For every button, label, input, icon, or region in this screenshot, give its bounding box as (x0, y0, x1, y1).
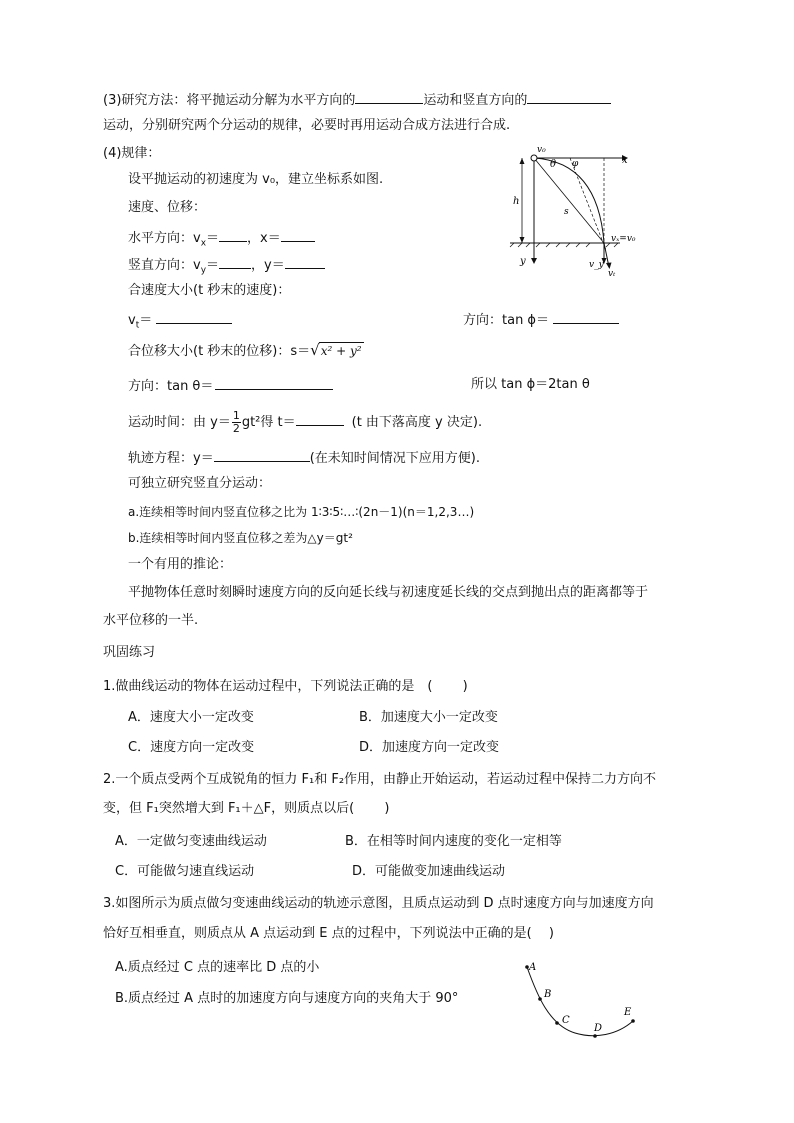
fraction-denominator: 2 (232, 422, 240, 435)
half-fraction (232, 410, 241, 435)
vert-label: 竖直方向：v (128, 258, 201, 273)
label-c: C (562, 1015, 570, 1026)
horizontal-line (128, 229, 315, 252)
q2-stem-2: 变，但 F₁突然增大到 F₁＋△F，则质点以后( ) (103, 801, 390, 816)
law-heading: (4)规律： (103, 146, 161, 161)
blank-tan-theta[interactable] (215, 377, 333, 390)
label-vy: v_y (589, 260, 604, 270)
label-s: s (564, 207, 569, 217)
dir-theta-label: 方向：tan θ＝ (128, 379, 214, 394)
label-d: D (594, 1023, 603, 1034)
curve-path (527, 967, 633, 1036)
dir-phi-label: 方向：tan ϕ＝ (463, 313, 550, 328)
q3-option-b[interactable]: B.质点经过 A 点时的加速度方向与速度方向的夹角大于 90° (115, 991, 459, 1006)
point-b-icon (538, 997, 542, 1001)
label-vt: vₜ (608, 269, 616, 279)
sqrt-expression: x² + y² (320, 344, 362, 358)
height-arrow-bottom-icon (520, 237, 525, 243)
blank-tan-phi[interactable] (553, 311, 619, 324)
label-x: x (622, 155, 628, 166)
so-relation: 所以 tan ϕ＝2tan θ (471, 377, 590, 392)
method-line-2: 运动，分别研究两个分运动的规律，必要时再用运动合成方法进行合成. (103, 118, 511, 133)
blank-vt[interactable] (156, 311, 232, 324)
displacement-line (534, 158, 604, 243)
blank-vertical-motion[interactable] (527, 91, 611, 104)
label-e: E (624, 1007, 632, 1018)
disp-mag-line (128, 342, 364, 360)
point-e-icon (631, 1019, 635, 1023)
time-label: 运动时间：由 y＝ (128, 415, 231, 430)
q2-option-c[interactable]: C．可能做匀速直线运动 (115, 864, 255, 879)
dir-theta-line (128, 377, 333, 395)
trajectory-line (128, 449, 480, 467)
practice-title: 巩固练习 (103, 645, 156, 660)
point-c-icon (555, 1021, 559, 1025)
label-h: h (513, 196, 520, 207)
q1-option-a[interactable]: A．速度大小一定改变 (128, 710, 254, 725)
label-theta: θ (550, 159, 557, 170)
label-v0: v₀ (537, 145, 546, 155)
q2-stem-1: 2.一个质点受两个互成锐角的恒力 F₁和 F₂作用，由静止开始运动，若运动过程中保持二力方向不 (103, 772, 657, 787)
q2-option-a[interactable]: A．一定做匀变速曲线运动 (115, 834, 267, 849)
useful-label: 一个有用的推论： (128, 557, 233, 572)
horiz-x-label: ，x＝ (247, 231, 281, 246)
height-arrow-top-icon (520, 158, 525, 164)
item-b: b.连续相等时间内竖直位移之差为△y＝gt² (128, 531, 353, 545)
vt-label: v (128, 313, 136, 328)
blank-x[interactable] (281, 229, 315, 242)
horiz-eq: ＝ (206, 231, 220, 246)
blank-t[interactable] (296, 413, 344, 426)
point-d-icon (593, 1034, 597, 1038)
projectile-figure (500, 140, 650, 280)
method-text-a: (3)研究方法：将平抛运动分解为水平方向的 (103, 93, 356, 108)
q2-option-d[interactable]: D．可能做变加速曲线运动 (352, 864, 506, 879)
vert-sub: y (200, 265, 207, 276)
blank-trajectory[interactable] (214, 449, 310, 462)
vt-sub: t (135, 320, 140, 331)
blank-y[interactable] (285, 256, 325, 269)
time-gt-label: gt²得 t＝ (241, 415, 296, 430)
q3-option-a[interactable]: A.质点经过 C 点的速率比 D 点的小 (115, 960, 320, 975)
speed-mag-label: 合速度大小(t 秒末的速度)： (128, 283, 291, 298)
fraction-numerator: 1 (232, 409, 240, 422)
q2-option-b[interactable]: B．在相等时间内速度的变化一定相等 (345, 834, 562, 849)
method-text-b: 运动和竖直方向的 (423, 93, 528, 108)
sqrt-icon: √ (310, 341, 320, 359)
vel-disp-label: 速度、位移： (128, 200, 207, 215)
method-line-1 (103, 91, 611, 109)
horiz-label: 水平方向：v (128, 231, 201, 246)
y-axis-arrow-icon (531, 258, 537, 264)
label-y: y (520, 256, 526, 267)
traj-label: 轨迹方程：y＝ (128, 451, 214, 466)
inference-line-1: 平抛物体任意时刻瞬时速度方向的反向延长线与初速度延长线的交点到抛出点的距离都等于 (128, 585, 649, 600)
q1-option-b[interactable]: B．加速度大小一定改变 (359, 710, 498, 725)
q1-option-d[interactable]: D．加速度方向一定改变 (359, 740, 500, 755)
dir-phi-line (463, 311, 619, 329)
blank-horizontal-motion[interactable] (355, 91, 423, 104)
horiz-sub: x (200, 238, 207, 249)
q3-stem-1: 3.如图所示为质点做匀变速曲线运动的轨迹示意图，且质点运动到 D 点时速度方向与加速度方向 (103, 896, 654, 911)
ball-icon (531, 155, 537, 161)
inference-line-2: 水平位移的一半. (103, 613, 199, 628)
time-line (128, 410, 482, 435)
label-a: A (529, 962, 537, 973)
traj-note: (在未知时间情况下应用方便). (309, 451, 480, 466)
vert-y-label: ，y＝ (251, 258, 285, 273)
q1-stem: 1.做曲线运动的物体在运动过程中，下列说法正确的是 ( ) (103, 679, 468, 694)
label-b: B (544, 989, 552, 1000)
trajectory-figure (515, 955, 645, 1045)
disp-mag-label: 合位移大小(t 秒末的位移)：s＝ (128, 344, 311, 359)
vertical-line (128, 256, 325, 279)
label-vx-eq-v0: vₓ=v₀ (611, 234, 636, 244)
blank-vx[interactable] (219, 229, 247, 242)
label-phi: φ (572, 159, 579, 169)
vt-line (128, 311, 232, 334)
independent-label: 可独立研究竖直分运动： (128, 476, 272, 491)
velocity-extension-line (570, 158, 606, 250)
blank-vy[interactable] (219, 256, 251, 269)
time-note: (t 由下落高度 y 决定). (351, 415, 483, 430)
ground-hatch (510, 243, 618, 247)
vert-eq: ＝ (206, 258, 220, 273)
q1-option-c[interactable]: C．速度方向一定改变 (128, 740, 255, 755)
item-a: a.连续相等时间内竖直位移之比为 1∶3∶5∶…∶(2n－1)(n＝1,2,3…) (128, 505, 475, 519)
vt-eq: ＝ (139, 313, 153, 328)
q3-stem-2: 恰好互相垂直，则质点从 A 点运动到 E 点的过程中，下列说法中正确的是( ) (103, 926, 554, 941)
law-setup: 设平抛运动的初速度为 v₀，建立坐标系如图. (128, 172, 384, 187)
